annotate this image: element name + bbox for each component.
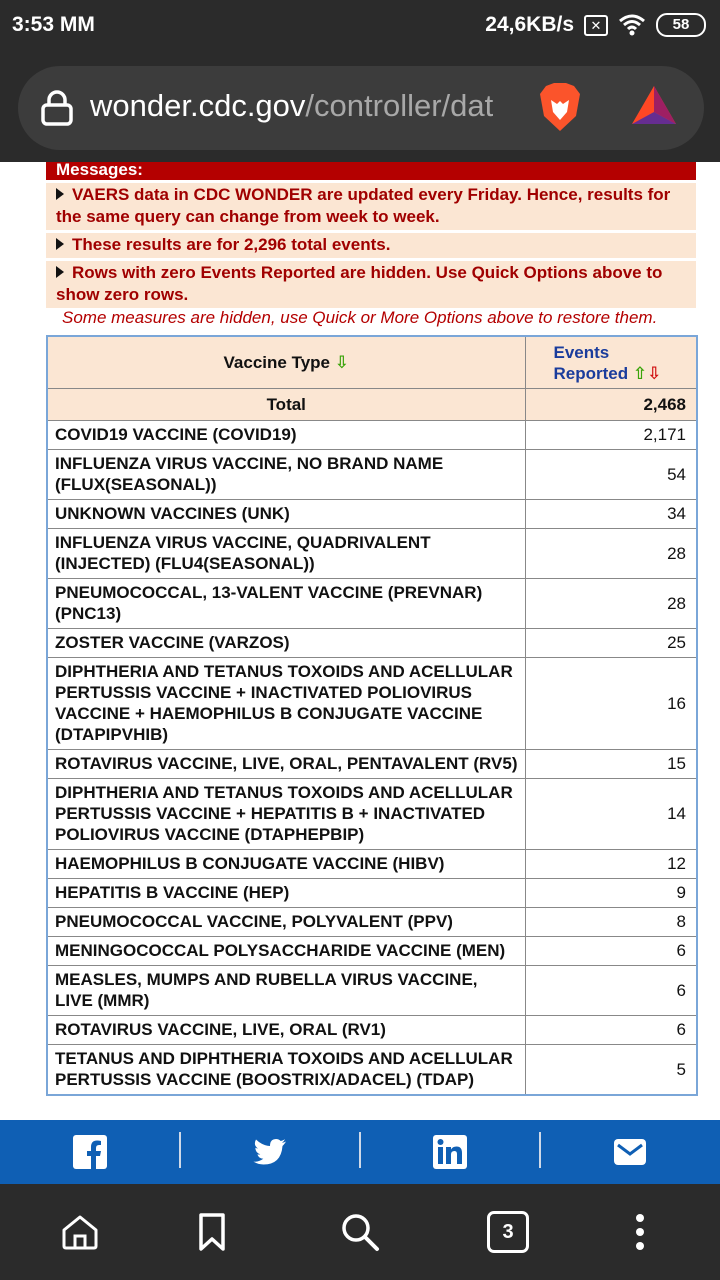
facebook-icon bbox=[73, 1135, 107, 1169]
table-row: HEPATITIS B VACCINE (HEP) 9 bbox=[47, 879, 697, 908]
twitter-share-button[interactable] bbox=[240, 1120, 300, 1184]
linkedin-icon bbox=[433, 1135, 467, 1169]
table-row: ROTAVIRUS VACCINE, LIVE, ORAL, PENTAVALENT (RV5) 15 bbox=[47, 750, 697, 779]
bat-rewards-icon[interactable] bbox=[630, 84, 678, 128]
wifi-icon bbox=[618, 14, 646, 36]
divider bbox=[359, 1132, 361, 1168]
lock-icon[interactable] bbox=[40, 90, 74, 126]
facebook-share-button[interactable] bbox=[60, 1120, 120, 1184]
home-icon bbox=[60, 1212, 100, 1252]
table-row: UNKNOWN VACCINES (UNK) 34 bbox=[47, 500, 697, 529]
page-content bbox=[0, 162, 720, 1120]
table-header-row bbox=[47, 336, 697, 389]
status-time: 3:53 MM bbox=[12, 13, 95, 36]
message-item: VAERS data in CDC WONDER are updated every Friday. Hence, results for the same query can change from week to week. bbox=[46, 183, 696, 230]
hidden-measures-note: Some measures are hidden, use Quick or More Options above to restore them. bbox=[62, 308, 658, 327]
more-vert-icon bbox=[634, 1212, 646, 1252]
search-button[interactable] bbox=[336, 1208, 384, 1256]
sort-toggle-icon[interactable]: ⇧⇩ bbox=[632, 363, 662, 383]
home-button[interactable] bbox=[56, 1208, 104, 1256]
bookmark-icon bbox=[197, 1212, 227, 1252]
table-row: TETANUS AND DIPHTHERIA TOXOIDS AND ACELLULAR PERTUSSIS VACCINE (BOOSTRIX/ADACEL) (TDAP) 5 bbox=[47, 1045, 697, 1096]
results-table bbox=[46, 335, 698, 1096]
vaccine-type-header[interactable]: Vaccine Type ⇩ bbox=[47, 336, 525, 389]
email-icon bbox=[614, 1139, 646, 1165]
sort-down-icon[interactable]: ⇩ bbox=[334, 352, 349, 372]
table-row: ZOSTER VACCINE (VARZOS) 25 bbox=[47, 629, 697, 658]
browser-bottom-nav bbox=[0, 1184, 720, 1280]
divider bbox=[539, 1132, 541, 1168]
table-row: INFLUENZA VIRUS VACCINE, NO BRAND NAME (FLUX(SEASONAL)) 54 bbox=[47, 450, 697, 500]
table-row: PNEUMOCOCCAL, 13-VALENT VACCINE (PREVNAR) (PNC13) 28 bbox=[47, 579, 697, 629]
sim-off-icon: ✕ bbox=[584, 15, 608, 36]
table-row: PNEUMOCOCCAL VACCINE, POLYVALENT (PPV) 8 bbox=[47, 908, 697, 937]
brave-shield-icon[interactable] bbox=[538, 82, 582, 132]
message-item: Rows with zero Events Reported are hidden. Use Quick Options above to show zero rows. bbox=[46, 261, 696, 308]
table-row: COVID19 VACCINE (COVID19) 2,171 bbox=[47, 421, 697, 450]
bullet-triangle-icon bbox=[56, 188, 64, 200]
network-speed: 24,6KB/s bbox=[485, 13, 574, 36]
total-label: Total bbox=[47, 389, 525, 421]
messages-header: Messages: bbox=[46, 162, 696, 180]
status-bar bbox=[0, 0, 720, 52]
table-row: MEASLES, MUMPS AND RUBELLA VIRUS VACCINE, LIVE (MMR) 6 bbox=[47, 966, 697, 1016]
linkedin-share-button[interactable] bbox=[420, 1120, 480, 1184]
address-bar[interactable] bbox=[18, 66, 704, 150]
total-row bbox=[47, 389, 697, 421]
table-row: INFLUENZA VIRUS VACCINE, QUADRIVALENT (INJECTED) (FLU4(SEASONAL)) 28 bbox=[47, 529, 697, 579]
tabs-button[interactable] bbox=[484, 1208, 532, 1256]
menu-button[interactable] bbox=[616, 1208, 664, 1256]
browser-toolbar bbox=[0, 52, 720, 162]
status-icons bbox=[485, 13, 706, 37]
total-value: 2,468 bbox=[525, 389, 697, 421]
bullet-triangle-icon bbox=[56, 266, 64, 278]
events-reported-header[interactable]: Events Reported ⇧⇩ bbox=[525, 336, 697, 389]
message-item: These results are for 2,296 total events. bbox=[46, 233, 696, 258]
bookmarks-button[interactable] bbox=[188, 1208, 236, 1256]
url-domain: wonder.cdc.gov bbox=[90, 88, 306, 123]
email-share-button[interactable] bbox=[600, 1120, 660, 1184]
battery-indicator: 58 bbox=[656, 13, 706, 37]
table-row: DIPHTHERIA AND TETANUS TOXOIDS AND ACELLULAR PERTUSSIS VACCINE + HEPATITIS B + INACTIVATED POLIOVIRUS VACCINE (DTAPHEPBIP) 14 bbox=[47, 779, 697, 850]
table-row: ROTAVIRUS VACCINE, LIVE, ORAL (RV1) 6 bbox=[47, 1016, 697, 1045]
url-text[interactable] bbox=[90, 88, 530, 124]
bullet-triangle-icon bbox=[56, 238, 64, 250]
table-row: HAEMOPHILUS B CONJUGATE VACCINE (HIBV) 12 bbox=[47, 850, 697, 879]
search-icon bbox=[340, 1212, 380, 1252]
messages-box bbox=[46, 162, 696, 308]
table-row: DIPHTHERIA AND TETANUS TOXOIDS AND ACELLULAR PERTUSSIS VACCINE + INACTIVATED POLIOVIRUS VACCINE + HAEMOPHILUS B CONJUGATE VACCINE (DTAPIPVHIB) 16 bbox=[47, 658, 697, 750]
url-path: /controller/dat bbox=[305, 88, 494, 123]
share-bar bbox=[0, 1120, 720, 1184]
tab-count: 3 bbox=[487, 1211, 529, 1253]
divider bbox=[179, 1132, 181, 1168]
twitter-icon bbox=[253, 1138, 287, 1166]
table-row: MENINGOCOCCAL POLYSACCHARIDE VACCINE (MEN) 6 bbox=[47, 937, 697, 966]
